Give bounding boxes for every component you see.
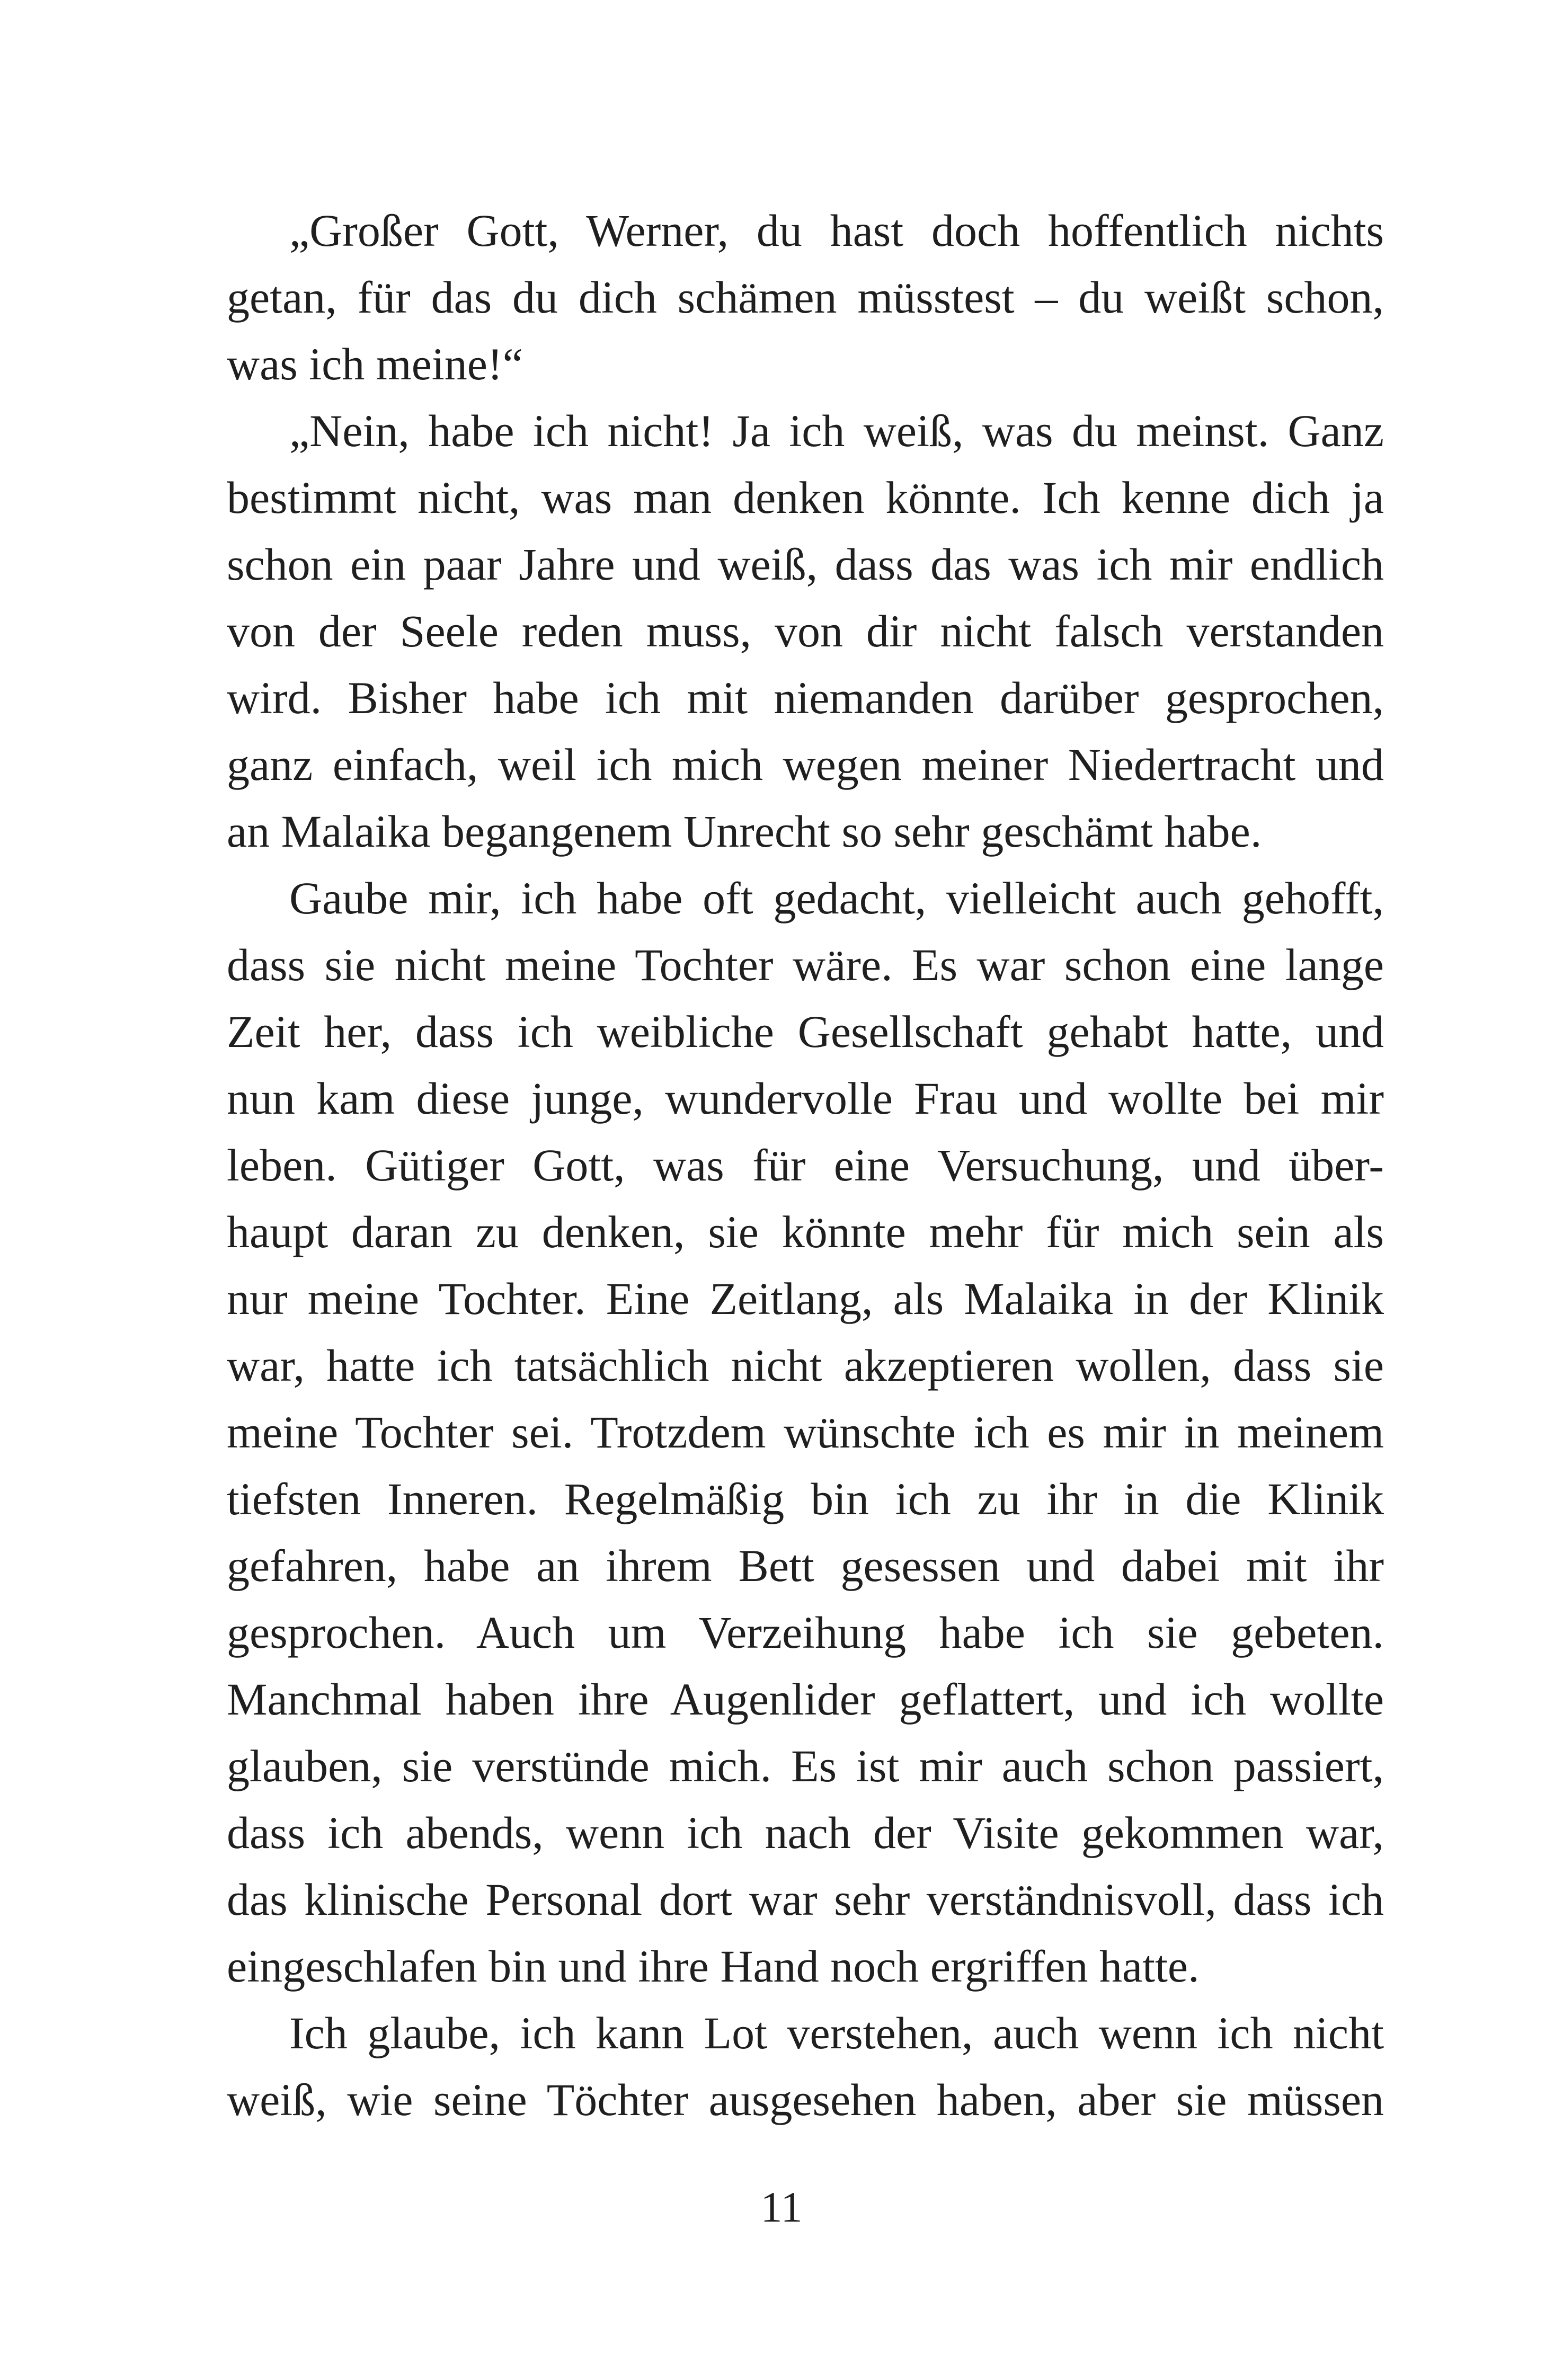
text-line: gefahren, habe an ihrem Bett gesessen und dabei mit ihr — [227, 1540, 1384, 1591]
text-line: „Nein, habe ich nicht! Ja ich weiß, was du meinst. Ganz — [289, 405, 1384, 456]
paragraph — [227, 197, 1384, 397]
text-line: glauben, sie verstünde mich. Es ist mir auch schon passiert, — [227, 1740, 1384, 1791]
text-line: meine Tochter sei. Trotzdem wünschte ich es mir in meinem — [227, 1407, 1384, 1458]
text-line: nun kam diese junge, wundervolle Frau und wollte bei mir — [227, 1073, 1384, 1124]
text-line: dass ich abends, wenn ich nach der Visite gekommen war, — [227, 1807, 1384, 1858]
text-line: leben. Gütiger Gott, was für eine Versuchung, und über- — [227, 1140, 1384, 1191]
text-line: Gaube mir, ich habe oft gedacht, vielleicht auch gehofft, — [289, 873, 1384, 923]
page-number: 11 — [760, 2183, 803, 2231]
paragraph — [227, 2000, 1384, 2133]
text-line: was ich meine!“ — [227, 339, 523, 389]
text-line: eingeschlafen bin und ihre Hand noch ergriffen hatte. — [227, 1941, 1200, 1992]
text-line: war, hatte ich tatsächlich nicht akzeptieren wollen, dass sie — [227, 1340, 1384, 1391]
text-line: Zeit her, dass ich weibliche Gesellschaft gehabt hatte, und — [227, 1006, 1384, 1057]
text-line: wird. Bisher habe ich mit niemanden darüber gesprochen, — [227, 672, 1384, 723]
text-line: ganz einfach, weil ich mich wegen meiner Niedertracht und — [227, 739, 1384, 790]
text-line: an Malaika begangenem Unrecht so sehr geschämt habe. — [227, 806, 1262, 857]
text-line: Ich glaube, ich kann Lot verstehen, auch wenn ich nicht — [289, 2008, 1384, 2058]
text-line: gesprochen. Auch um Verzeihung habe ich sie gebeten. — [227, 1607, 1384, 1658]
text-line: nur meine Tochter. Eine Zeitlang, als Malaika in der Klinik — [227, 1273, 1384, 1324]
text-line: „Großer Gott, Werner, du hast doch hoffentlich nichts — [289, 205, 1384, 256]
text-line: bestimmt nicht, was man denken könnte. Ich kenne dich ja — [227, 472, 1384, 523]
paragraph — [227, 865, 1384, 2000]
text-line: dass sie nicht meine Tochter wäre. Es war schon eine lange — [227, 939, 1384, 990]
text-line: schon ein paar Jahre und weiß, dass das was ich mir endlich — [227, 539, 1384, 590]
text-line: von der Seele reden muss, von dir nicht falsch verstanden — [227, 606, 1384, 656]
text-line: Manchmal haben ihre Augenlider geflattert, und ich wollte — [227, 1674, 1384, 1725]
paragraph — [227, 397, 1384, 865]
text-line: haupt daran zu denken, sie könnte mehr für mich sein als — [227, 1206, 1384, 1257]
text-line: das klinische Personal dort war sehr verständnisvoll, dass ich — [227, 1874, 1384, 1925]
text-line: weiß, wie seine Töchter ausgesehen haben, aber sie müssen — [227, 2074, 1384, 2125]
body-text — [227, 197, 1384, 2133]
text-line: tiefsten Inneren. Regelmäßig bin ich zu ihr in die Klinik — [227, 1473, 1384, 1524]
text-line: getan, für das du dich schämen müsstest – du weißt schon, — [227, 272, 1384, 323]
